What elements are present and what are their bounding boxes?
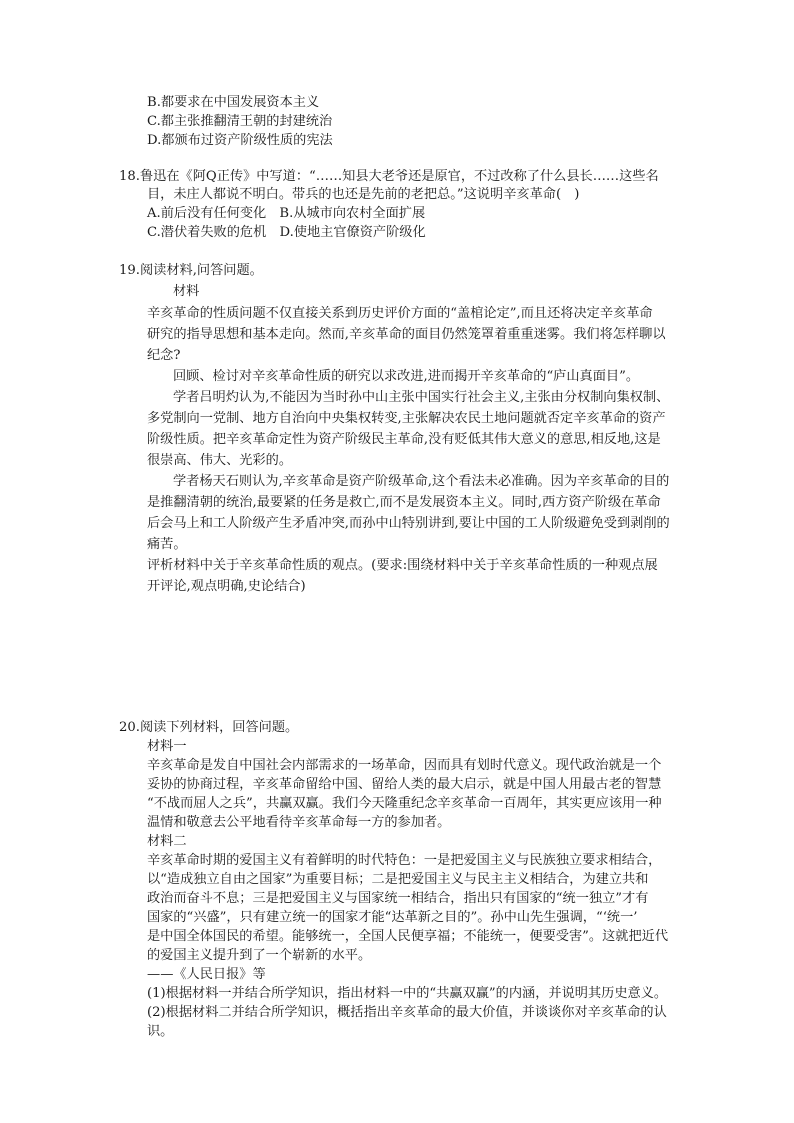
q20-m2-line: 国家的“兴盛”，只有建立统一的国家才能“达革新之目的”。孙中山先生强调，“‘统一’ bbox=[147, 910, 638, 925]
q19-p1-line: 辛亥革命的性质问题不仅直接关系到历史评价方面的“盖棺论定”,而且还将决定辛亥革命 bbox=[147, 306, 653, 321]
q20-sub-question-1: (1)根据材料一并结合所学知识，指出材料一中的“共赢双赢”的内涵，并说明其历史意义。 bbox=[147, 986, 668, 1001]
q20-source: ——《人民日报》等 bbox=[147, 967, 266, 982]
q20-m2-line: 以“造成独立自由之国家”为重要目标；二是把爱国主义与民主主义相结合，为建立共和 bbox=[147, 872, 649, 887]
q19-p4-line: 后会马上和工人阶级产生矛盾冲突,而孙中山特别讲到,要让中国的工人阶级避免受到剥削的 bbox=[147, 516, 670, 531]
q19-p3-line: 很崇高、伟大、光彩的。 bbox=[147, 453, 293, 468]
q20-heading: 20.阅读下列材料，回答问题。 bbox=[119, 720, 299, 735]
q18-options-cd: C.潜伏着失败的危机 D.使地主官僚资产阶级化 bbox=[147, 225, 426, 240]
q17-option-c: C.都主张推翻清王朝的封建统治 bbox=[147, 114, 333, 129]
q20-m2-line: 的爱国主义提升到了一个崭新的水平。 bbox=[147, 948, 372, 963]
q19-p3-line: 学者吕明灼认为,不能因为当时孙中山主张中国实行社会主义,主张由分权制向集权制、 bbox=[173, 390, 670, 405]
q19-p4-line: 是推翻清朝的统治,最要紧的任务是救亡,而不是发展资本主义。同时,西方资产阶级在革命 bbox=[147, 495, 661, 510]
q20-m2-line: 是中国全体国民的希望。能够统一，全国人民便享福；不能统一，便要受害”。这就把近代 bbox=[147, 929, 669, 944]
q19-task-line: 开评论,观点明确,史论结合) bbox=[147, 579, 306, 594]
q20-m2-line: 政治而奋斗不息；三是把爱国主义与国家统一相结合，指出只有国家的“统一独立”才有 bbox=[147, 891, 649, 906]
q19-p1-line: 研究的指导思想和基本走向。然而,辛亥革命的面目仍然笼罩着重重迷雾。我们将怎样聊以 bbox=[147, 327, 666, 342]
q20-m2-line: 辛亥革命时期的爱国主义有着鲜明的时代特色：一是把爱国主义与民族独立要求相结合， bbox=[147, 853, 662, 868]
q19-p4-line: 学者杨天石则认为,辛亥革命是资产阶级革命,这个看法未必准确。因为辛亥革命的目的 bbox=[173, 474, 670, 489]
q20-material-1-label: 材料一 bbox=[147, 739, 187, 754]
q19-material-label: 材料 bbox=[173, 284, 200, 299]
q17-option-d: D.都颁布过资产阶级性质的宪法 bbox=[147, 133, 333, 148]
q20-m1-line: 温情和敬意去公平地看待辛亥革命每一方的参加者。 bbox=[147, 815, 451, 830]
q19-p2-line: 回顾、检讨对辛亥革命性质的研究以求改进,进而揭开辛亥革命的“庐山真面目”。 bbox=[173, 369, 640, 384]
q19-p3-line: 阶级性质。把辛亥革命定性为资产阶级民主革命,没有贬低其伟大意义的意思,相反地,这是 bbox=[147, 432, 661, 447]
q19-heading: 19.阅读材料,问答问题。 bbox=[119, 263, 263, 278]
q18-stem-line-2: 目，未庄人都说不明白。带兵的也还是先前的老把总。”这说明辛亥革命( ) bbox=[147, 187, 580, 202]
q19-task-line: 评析材料中关于辛亥革命性质的观点。(要求:围绕材料中关于辛亥革命性质的一种观点展 bbox=[147, 558, 658, 573]
q20-sub-question-2-line: 识。 bbox=[147, 1024, 174, 1039]
q18-stem-line-1: 18.鲁迅在《阿Q正传》中写道：“……知县大老爷还是原官，不过改称了什么县长……这些名 bbox=[119, 169, 659, 184]
q17-option-b: B.都要求在中国发展资本主义 bbox=[147, 95, 320, 110]
q20-m1-line: “不战而屈人之兵”，共赢双赢。我们今天隆重纪念辛亥革命一百周年，其实更应该用一种 bbox=[147, 796, 662, 811]
q19-p3-line: 多党制向一党制、地方自治向中央集权转变,主张解决农民土地问题就否定辛亥革命的资产 bbox=[147, 411, 666, 426]
q20-m1-line: 辛亥革命是发自中国社会内部需求的一场革命，因而具有划时代意义。现代政治就是一个 bbox=[147, 758, 662, 773]
q20-material-2-label: 材料二 bbox=[147, 834, 187, 849]
q19-p4-line: 痛苦。 bbox=[147, 537, 187, 552]
q20-m1-line: 妥协的协商过程，辛亥革命留给中国、留给人类的最大启示，就是中国人用最古老的智慧 bbox=[147, 777, 662, 792]
q18-options-ab: A.前后没有任何变化 B.从城市向农村全面扩展 bbox=[147, 206, 426, 221]
q19-p1-line: 纪念? bbox=[147, 348, 181, 363]
q20-sub-question-2-line: (2)根据材料二并结合所学知识，概括指出辛亥革命的最大价值，并谈谈你对辛亥革命的认 bbox=[147, 1005, 667, 1020]
